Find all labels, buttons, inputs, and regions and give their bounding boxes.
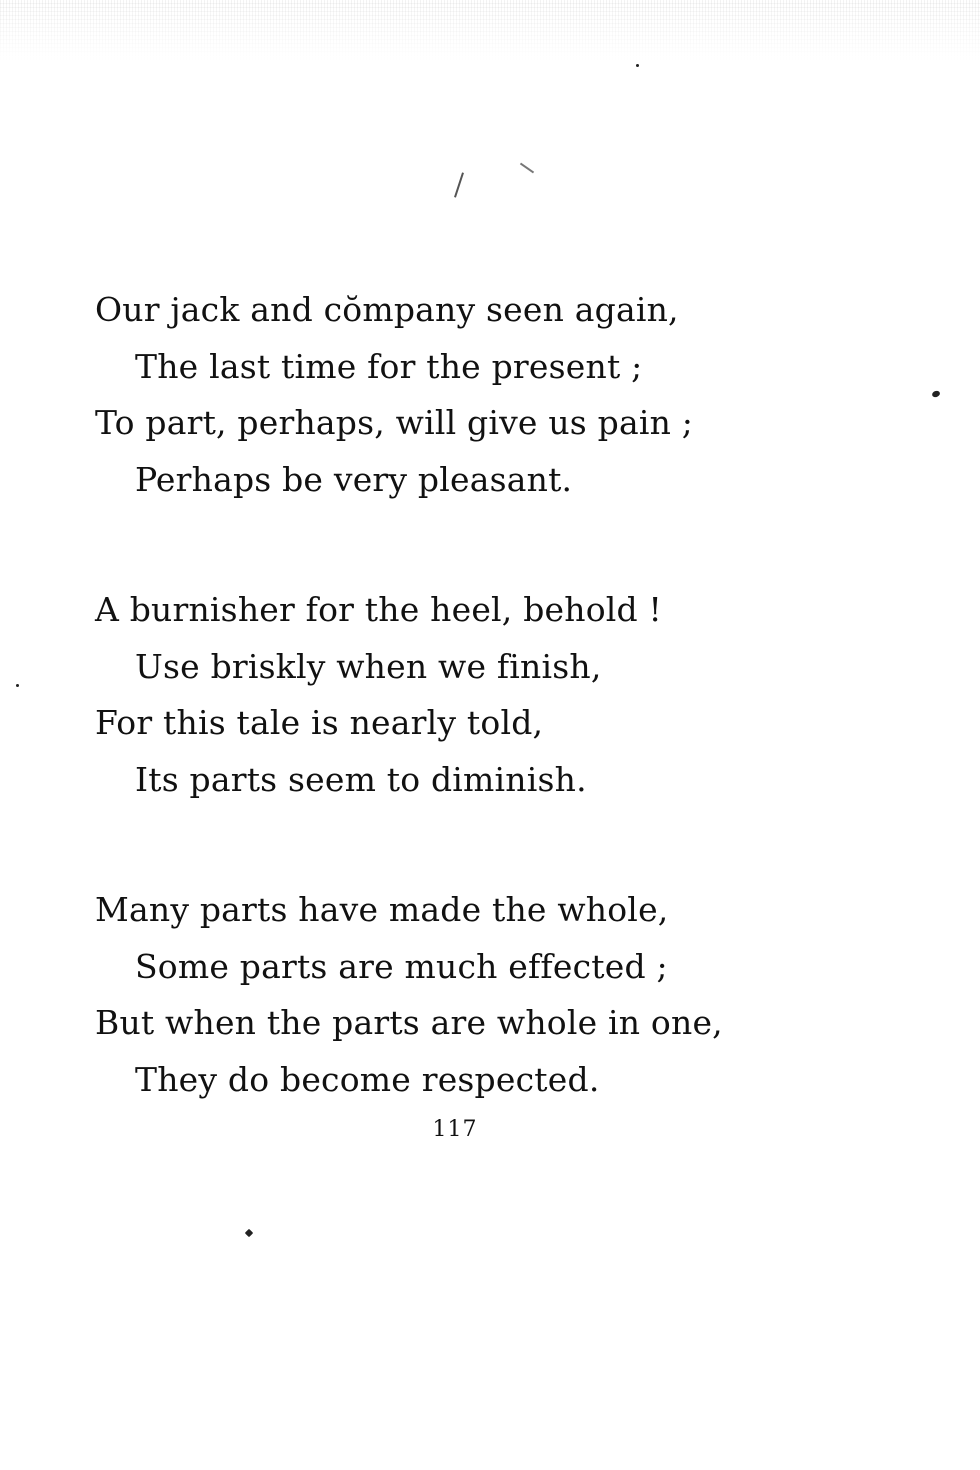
poem-line: For this tale is nearly told, xyxy=(95,703,544,742)
poem-line: Use briskly when we finish, xyxy=(135,646,602,686)
scan-speck xyxy=(931,390,941,398)
scan-artifact-top xyxy=(0,0,980,60)
poem-line: To part, perhaps, will give us pain ; xyxy=(95,403,694,442)
stanza xyxy=(95,882,895,1108)
stanza xyxy=(95,582,895,808)
poem-line: The last time for the present ; xyxy=(135,346,643,386)
poem-line: Our jack and cŏmpany seen again, xyxy=(95,290,679,329)
scan-stroke xyxy=(520,163,534,174)
poem xyxy=(95,282,895,1108)
scan-stroke xyxy=(454,172,464,197)
poem-line: Perhaps be very pleasant. xyxy=(135,459,573,499)
poem-line: But when the parts are whole in one, xyxy=(95,1003,723,1042)
page-number: 117 xyxy=(432,1117,478,1142)
poem-line: They do become respected. xyxy=(135,1059,600,1099)
scan-speck xyxy=(16,684,19,687)
poem-line: Some parts are much effected ; xyxy=(135,946,668,986)
scan-speck xyxy=(636,64,639,67)
poem-line: A burnisher for the heel, behold ! xyxy=(95,590,662,629)
stanza xyxy=(95,282,895,508)
scan-speck xyxy=(245,1229,253,1237)
poem-line: Its parts seem to diminish. xyxy=(135,759,587,799)
poem-line: Many parts have made the whole, xyxy=(95,890,669,929)
